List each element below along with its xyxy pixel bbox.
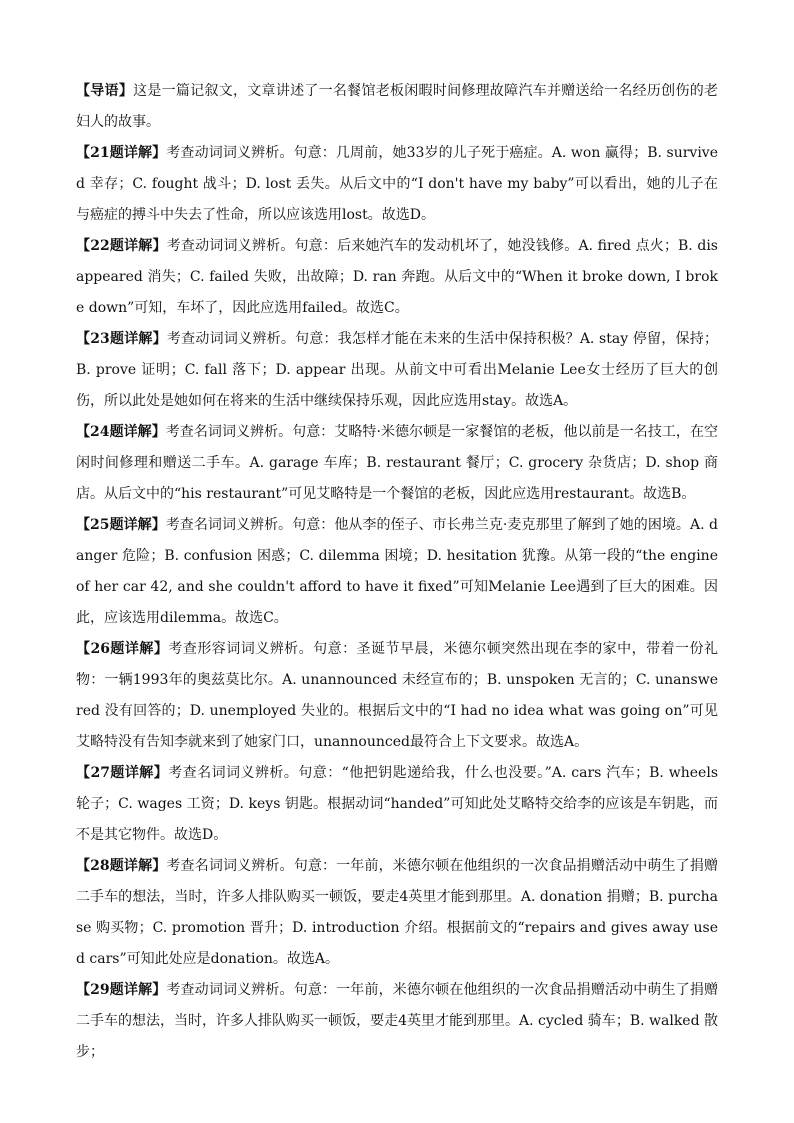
paragraph-text: 考查名词词义辨析。句意：“他把钥匙递给我，什么也没要。”A. cars 汽车；B. wheels 轮子；C. wages 工资；D. keys 钥匙。根据动词“handed”可知此处艾略特交给李的应该是车钥匙，而不是其它物件。故选D。: [76, 765, 719, 843]
question-21-paragraph: [76, 138, 718, 231]
question-23-paragraph: [76, 324, 718, 417]
document-page: [76, 76, 718, 1068]
intro-paragraph: [76, 76, 718, 138]
section-label: 【21题详解】: [76, 145, 167, 161]
section-label: 【29题详解】: [76, 982, 167, 998]
question-25-paragraph: [76, 510, 718, 634]
section-label: 【28题详解】: [76, 858, 167, 874]
section-label: 【23题详解】: [76, 331, 167, 347]
section-label: 【导语】: [76, 83, 134, 99]
paragraph-text: 考查形容词词义辨析。句意：圣诞节早晨，米德尔顿突然出现在李的家中，带着一份礼物：一辆1993年的奥兹莫比尔。A. unannounced 未经宣布的；B. unspoken 无言的；C. unanswered 没有回答的；D. unemployed 失业的。根据后文中的“I had no idea what was going on”可见艾略特没有告知李就来到了她家门口，unannounced最符合上下文要求。故选A。: [76, 641, 719, 750]
section-label: 【22题详解】: [76, 238, 167, 254]
paragraph-text: 考查名词词义辨析。句意：艾略特·米德尔顿是一家餐馆的老板，他以前是一名技工，在空闲时间修理和赠送二手车。A. garage 车库；B. restaurant 餐厅；C. grocery 杂货店；D. shop 商店。从后文中的“his restaurant”可见艾略特是一个餐馆的老板，因此应选用restaurant。故选B。: [76, 424, 719, 502]
question-22-paragraph: [76, 231, 718, 324]
question-27-paragraph: [76, 758, 718, 851]
paragraph-text: 考查动词词义辨析。句意：我怎样才能在未来的生活中保持积极？A. stay 停留，保持；B. prove 证明；C. fall 落下；D. appear 出现。从前文中可看出Melanie Lee女士经历了巨大的创伤，所以此处是她如何在将来的生活中继续保持乐观，因此应选用stay。故选A。: [76, 331, 719, 409]
paragraph-text: 考查名词词义辨析。句意：他从李的侄子、市长弗兰克·麦克那里了解到了她的困境。A. danger 危险；B. confusion 困惑；C. dilemma 困境；D. hesitation 犹豫。从第一段的“the engine of her car 42, and she couldn't afford to have it fixed”可知Melanie Lee遇到了巨大的困难。因此，应该选用dilemma。故选C。: [76, 517, 719, 626]
section-label: 【26题详解】: [76, 641, 169, 657]
question-24-paragraph: [76, 417, 718, 510]
question-28-paragraph: [76, 851, 718, 975]
paragraph-text: 考查动词词义辨析。句意：一年前，米德尔顿在他组织的一次食品捐赠活动中萌生了捐赠二手车的想法，当时，许多人排队购买一顿饭，要走4英里才能到那里。A. cycled 骑车；B. walked 散步；: [76, 982, 718, 1060]
section-label: 【25题详解】: [76, 517, 166, 533]
question-29-paragraph: [76, 975, 718, 1068]
paragraph-text: 考查名词词义辨析。句意：一年前，米德尔顿在他组织的一次食品捐赠活动中萌生了捐赠二手车的想法，当时，许多人排队购买一顿饭，要走4英里才能到那里。A. donation 捐赠；B. purchase 购买物；C. promotion 晋升；D. introduction 介绍。根据前文的“repairs and gives away used cars”可知此处应是donation。故选A。: [76, 858, 718, 967]
paragraph-text: 考查动词词义辨析。句意：后来她汽车的发动机坏了，她没钱修。A. fired 点火；B. disappeared 消失；C. failed 失败，出故障；D. ran 奔跑。从后文中的“When it broke down, I broke down”可知，车坏了，因此应选用failed。故选C。: [76, 238, 718, 316]
section-label: 【27题详解】: [76, 765, 169, 781]
paragraph-text: 这是一篇记叙文，文章讲述了一名餐馆老板闲暇时间修理故障汽车并赠送给一名经历创伤的老妇人的故事。: [76, 83, 719, 130]
question-26-paragraph: [76, 634, 718, 758]
section-label: 【24题详解】: [76, 424, 166, 440]
paragraph-text: 考查动词词义辨析。句意：几周前，她33岁的儿子死于癌症。A. won 赢得；B. survived 幸存；C. fought 战斗；D. lost 丢失。从后文中的“I don't have my baby”可以看出，她的儿子在与癌症的搏斗中失去了性命，所以应该选用lost。故选D。: [76, 145, 718, 223]
